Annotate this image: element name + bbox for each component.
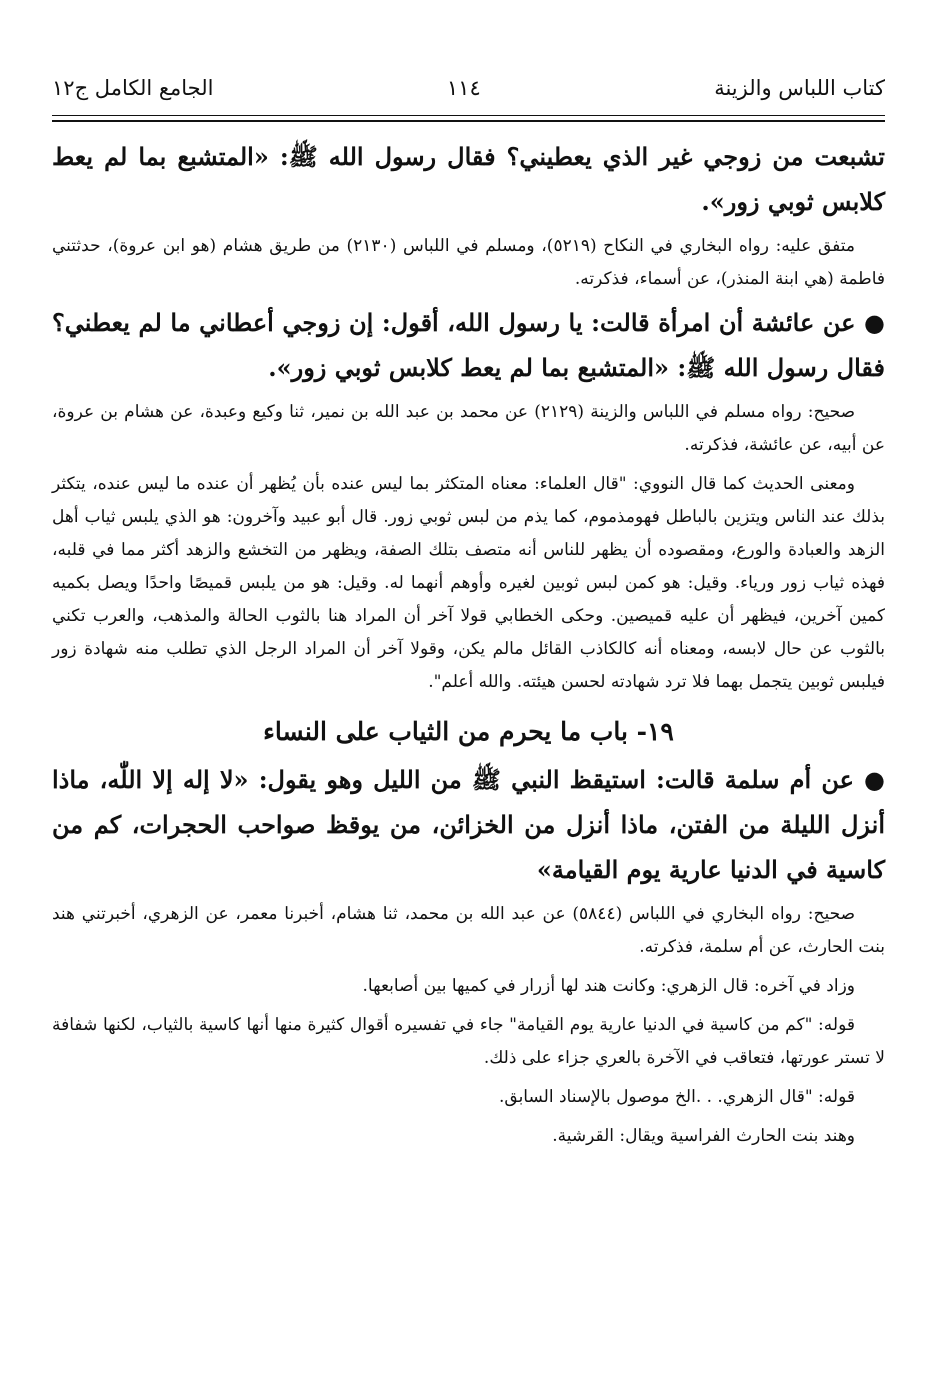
commentary-note: قوله: "قال الزهري. . .الخ موصول بالإسناد السابق. [498,1087,855,1107]
page-number: ١١٤ [446,76,481,100]
takhrij-note: صحيح: رواه مسلم في اللباس والزينة (٢١٢٩) عن محمد بن عبد الله بن نمير، ثنا وكيع وعبدة، عن هشام بن عروة، عن أبيه، عن عائشة، فذكرته. [52,402,885,455]
takhrij-note: متفق عليه: رواه البخاري في النكاح (٥٢١٩)، ومسلم في اللباس (٢١٣٠) من طريق هشام (هو ابن عروة)، حدثتني فاطمة (هي ابنة المنذر)، عن أسماء، فذكرته. [52,236,885,289]
commentary-note: وهند بنت الحارث الفراسية ويقال: القرشية. [552,1126,855,1146]
book-section-title: كتاب اللباس والزينة [714,76,885,100]
hadith-text: ● عن أم سلمة قالت: استيقظ النبي ﷺ من الليل وهو يقول: «لا إله إلا اللّٰه، ماذا أنزل الليلة من الفتن، ماذا أنزل من الخزائن، من يوقظ صواحب الحجرات، كم من كاسية في الدنيا عارية يوم القيامة» [52,765,885,884]
page-body [52,134,885,1157]
commentary-note: وزاد في آخره: قال الزهري: وكانت هند لها أزرار في كميها بين أصابعها. [362,976,855,996]
hadith-text: تشبعت من زوجي غير الذي يعطيني؟ فقال رسول الله ﷺ: «المتشبع بما لم يعط كلابس ثوبي زور». [52,142,885,216]
chapter-heading: ١٩- باب ما يحرم من الثياب على النساء [263,717,674,746]
commentary-note: قوله: "كم من كاسية في الدنيا عارية يوم القيامة" جاء في تفسيره أقوال كثيرة منها أنها كاسية بالثياب، لكنها شفافة لا تستر عورتها، فتعاقب في الآخرة بالعري جزاء على ذلك. [52,1015,885,1068]
header-rule-thin [52,115,885,116]
page-header [52,70,885,106]
hadith-text: ● عن عائشة أن امرأة قالت: يا رسول الله، أقول: إن زوجي أعطاني ما لم يعطني؟ فقال رسول الله ﷺ: «المتشبع بما لم يعط كلابس ثوبي زور». [52,308,886,382]
takhrij-note: صحيح: رواه البخاري في اللباس (٥٨٤٤) عن عبد الله بن محمد، ثنا هشام، أخبرنا معمر، عن الزهري، أخبرتني هند بنت الحارث، عن أم سلمة، فذكرته. [52,904,885,957]
commentary-note: ومعنى الحديث كما قال النووي: "قال العلماء: معناه المتكثر بما ليس عنده بأن يُظهر أن عنده ما ليس عنده، يتكثر بذلك عند الناس ويتزين بالباطل فهومذموم، كما يذم من لبس ثوبي زور. قال أبو عبيد وآخرون: هو الذي يلبس ثياب أهل الزهد والعبادة والورع، ومقصوده أن يظهر للناس أنه متصف بتلك الصفة، ويظهر من التخشع والزهد أكثر مما في قلبه، فهذه ثياب زور ورياء. وقيل: هو كمن لبس ثوبين لغيره وأوهم أنهما له. وقيل: هو من يلبس قميصًا واحدًا ويصل بكميه كمين آخرين، فيظهر أن عليه قميصين. وحكى الخطابي قولا آخر أن المراد هنا بالثوب الحالة والمذهب، والعرب تكني بالثوب عن حال لابسه، ومعناه أنه كالكاذب القائل مالم يكن، وقولا آخر أن المراد الرجل الذي تطلب منه شهادة زور فيلبس ثوبين يتجمل بهما فلا ترد شهادته لحسن هيئته. والله أعلم". [52,474,886,692]
header-rule-thick [52,120,885,122]
volume-title: الجامع الكامل ج١٢ [52,76,214,100]
